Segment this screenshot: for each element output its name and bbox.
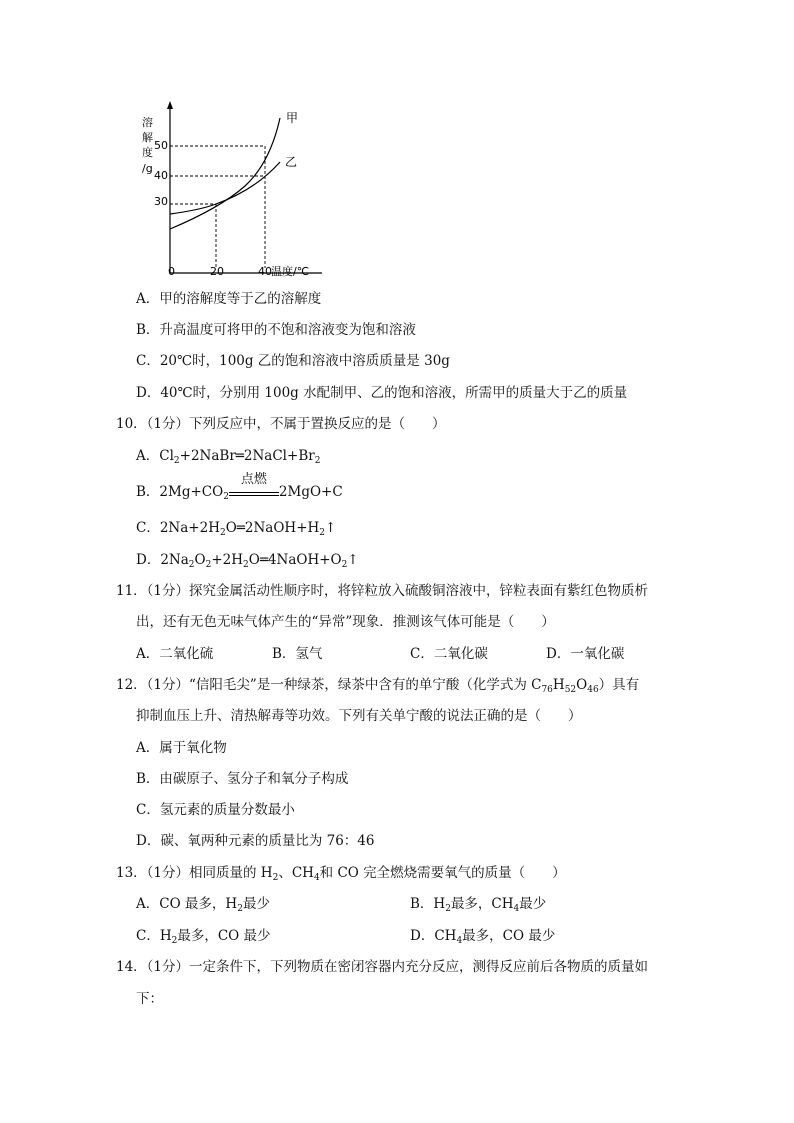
q13-option-d: D．$CH_4$最多，CO 最少 — [410, 928, 556, 946]
x-tick-0: 0 — [168, 265, 175, 278]
y-tick-40: 40 — [154, 169, 168, 182]
y-axis-arrow — [167, 101, 173, 109]
q10-stem: 10．（1分）下列反应中，不属于置换反应的是（ ） — [116, 416, 446, 432]
q12-option-c: C．氢元素的质量分数最小 — [136, 802, 295, 818]
q13-option-c: C．$H_2$最多，CO 最少 — [136, 928, 271, 946]
q13-option-d-post: 最多，CO 最少 — [462, 928, 556, 944]
q10-option-b-prefix: B． — [136, 484, 160, 500]
q13-option-b-pre: B．H — [410, 896, 446, 912]
x-axis-label: 温度/℃ — [271, 265, 310, 278]
q10-option-c: C．$2Na+2H_2O═2NaOH+H_2↑$ — [136, 520, 337, 538]
q10-option-a: A．$Cl_2+2NaBr═2NaCl+Br_2$ — [136, 448, 321, 466]
q9-option-d: D．40℃时，分别用 100g 水配制甲、乙的饱和溶液，所需甲的质量大于乙的质量 — [136, 385, 628, 401]
q13-option-b: B．$H_2$最多，$CH_4$最少 — [410, 896, 547, 914]
y-axis-label-4: /g — [142, 162, 153, 175]
curve-yi-label: 乙 — [285, 155, 298, 169]
x-tick-40: 40 — [258, 265, 272, 278]
y-tick-30: 30 — [154, 195, 168, 208]
q9-option-a: A．甲的溶解度等于乙的溶解度 — [136, 291, 322, 307]
q13-stem-pre: 13．（1分）相同质量的 H — [116, 865, 273, 881]
q13-option-c-pre: C．H — [136, 928, 172, 944]
q12-stem-line1: 12．（1分）“信阳毛尖”是一种绿茶，绿茶中含有的单宁酸（化学式为 $C_{76}H_{52}O_{46}$）具有 — [116, 677, 640, 695]
q12-option-b: B．由碳原子、氢分子和氧分子构成 — [136, 771, 349, 787]
q10-option-b: B．$2Mg+CO_2$ 点燃 2MgO+C — [136, 472, 343, 502]
q10-option-d-prefix: D． — [136, 552, 161, 568]
q12-stem-line1-pre: 12．（1分）“信阳毛尖”是一种绿茶，绿茶中含有的单宁酸（化学式为 C — [116, 677, 542, 693]
q12-stem-line1-post: ）具有 — [598, 677, 640, 693]
q9-option-c: C．20℃时，100g 乙的饱和溶液中溶质质量是 30g — [136, 353, 450, 369]
q11-stem-line1: 11．（1分）探究金属活动性顺序时，将锌粒放入硫酸铜溶液中，锌粒表面有紫红色物质析 — [116, 583, 649, 599]
curve-yi — [170, 162, 280, 214]
y-axis-label-3: 度 — [142, 146, 153, 159]
q13-option-c-post: 最多，CO 最少 — [177, 928, 271, 944]
q13-option-a-post: 最少 — [242, 896, 270, 912]
q13-stem: 13．（1分）相同质量的 $H_2$、$CH_4$和 CO 完全燃烧需要氧气的质量（ ） — [116, 865, 566, 883]
q12-option-d: D．碳、氧两种元素的质量比为 76：46 — [136, 833, 375, 849]
q11-option-b: B．氢气 — [272, 646, 323, 662]
q10-option-d: D．$2Na_2O_2+2H_2O═4NaOH+O_2↑$ — [136, 552, 359, 570]
q11-option-c: C．二氧化碳 — [410, 646, 488, 662]
q9-option-b: B．升高温度可将甲的不饱和溶液变为饱和溶液 — [136, 322, 416, 338]
q13-option-a: A．CO 最多，$H_2$最少 — [136, 896, 270, 914]
q14-stem-line2: 下： — [136, 991, 163, 1007]
solubility-graph — [130, 98, 330, 283]
q11-option-a: A．二氧化硫 — [136, 646, 214, 662]
q13-stem-post: 和 CO 完全燃烧需要氧气的质量（ ） — [319, 865, 566, 881]
q14-stem-line1: 14．（1分）一定条件下，下列物质在密闭容器内充分反应，测得反应前后各物质的质量如 — [116, 959, 649, 975]
q13-option-b-post: 最少 — [519, 896, 547, 912]
q10-b-condition: 点燃 — [240, 472, 267, 487]
y-axis-label-2: 解 — [142, 131, 153, 144]
curve-jia-label: 甲 — [286, 111, 299, 125]
y-axis-label-1: 溶 — [142, 116, 153, 129]
q13-stem-mid: 、CH — [278, 865, 314, 881]
q10-option-a-prefix: A． — [136, 448, 160, 464]
q13-option-d-pre: D．CH — [410, 928, 457, 944]
q13-option-a-pre: A．CO 最多，H — [136, 896, 238, 912]
q11-option-d: D．一氧化碳 — [546, 646, 625, 662]
q10-option-c-prefix: C． — [136, 520, 160, 536]
q13-option-b-mid: 最多，CH — [450, 896, 514, 912]
x-tick-20: 20 — [210, 265, 224, 278]
q11-stem-line2: 出，还有无色无味气体产生的“异常”现象．推测该气体可能是（ ） — [136, 614, 555, 630]
q12-stem-line2: 抑制血压上升、清热解毒等功效。下列有关单宁酸的说法正确的是（ ） — [136, 708, 582, 724]
y-tick-50: 50 — [154, 139, 168, 152]
q12-option-a: A．属于氧化物 — [136, 740, 227, 756]
curve-jia — [170, 118, 280, 229]
